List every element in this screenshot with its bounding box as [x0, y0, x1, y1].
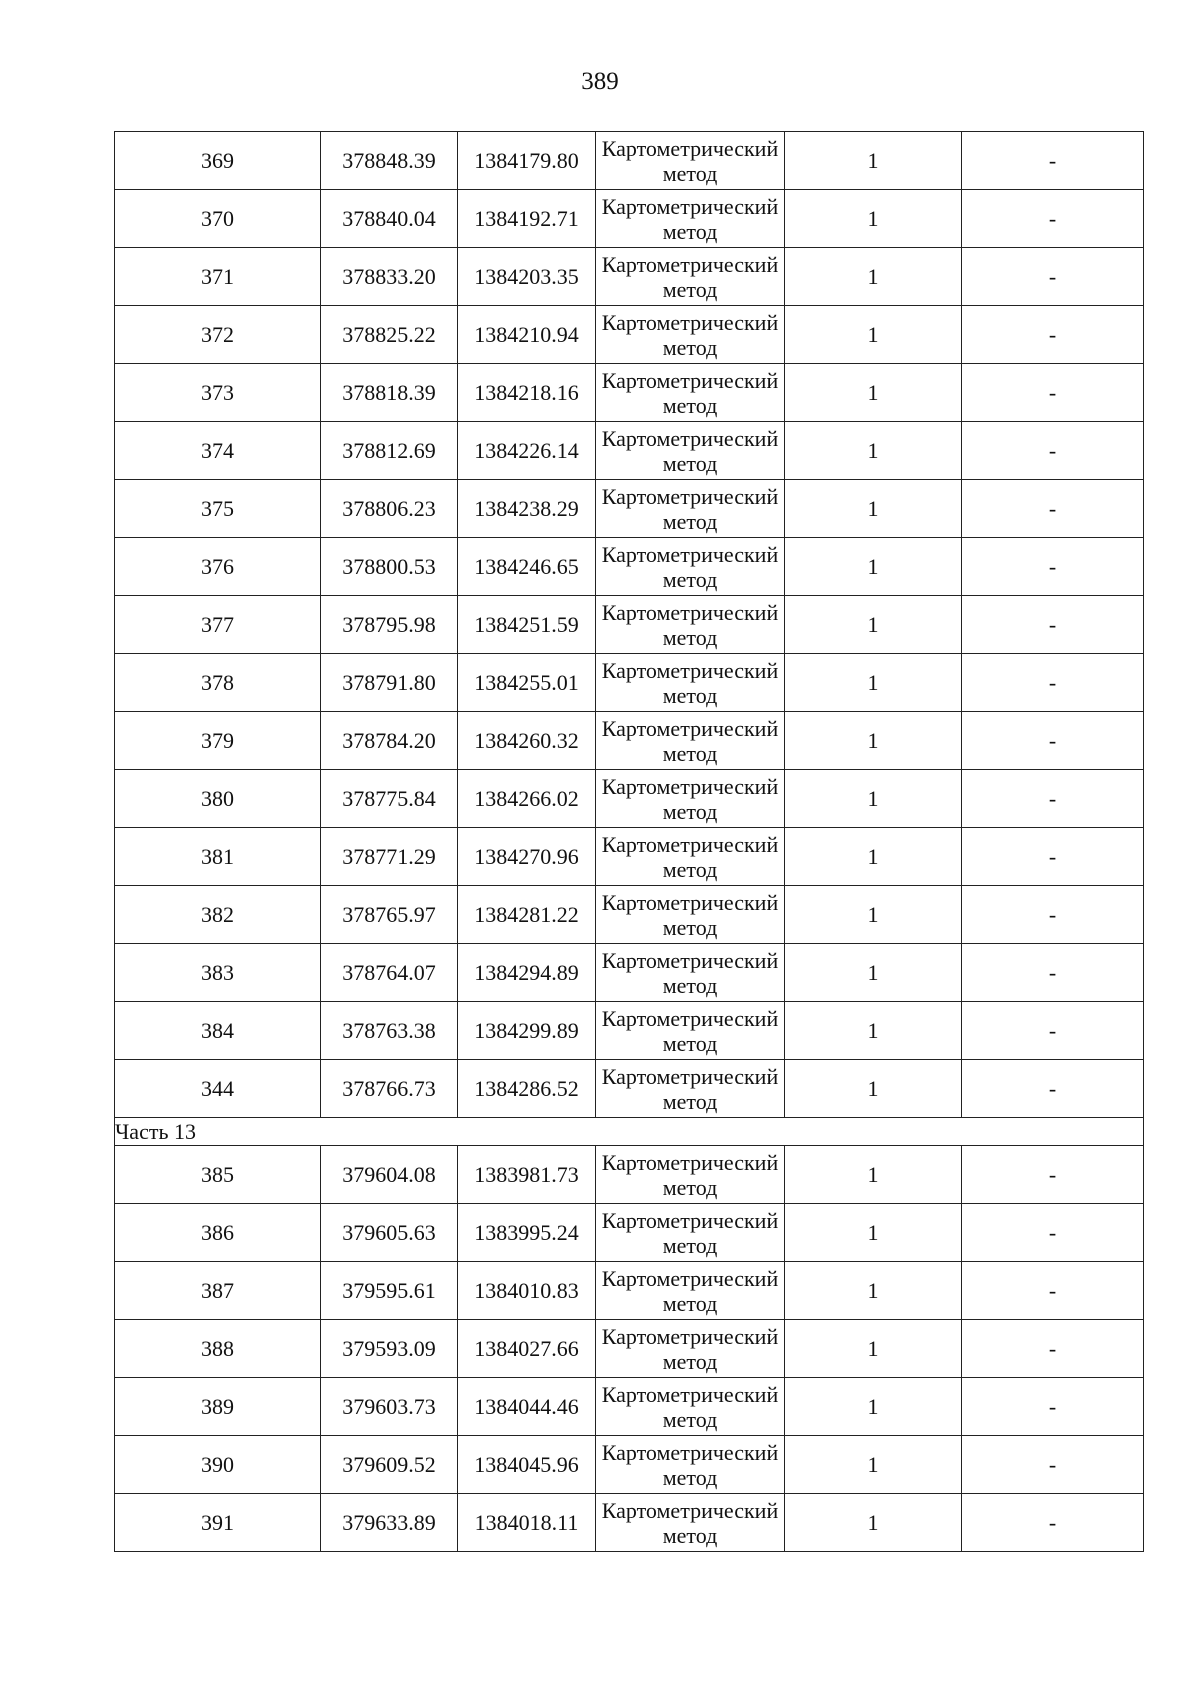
table-row [115, 1320, 1144, 1378]
cell-y: 1384251.59 [458, 596, 596, 654]
cell-point: 369 [115, 132, 321, 190]
cell-point: 391 [115, 1494, 321, 1552]
cell-x: 379604.08 [321, 1146, 458, 1204]
cell-note: - [962, 1320, 1144, 1378]
cell-point: 373 [115, 364, 321, 422]
cell-note: - [962, 596, 1144, 654]
table-row [115, 944, 1144, 1002]
cell-note: - [962, 944, 1144, 1002]
cell-note: - [962, 886, 1144, 944]
cell-method: Картометрический метод [596, 1320, 785, 1378]
cell-point: 375 [115, 480, 321, 538]
cell-x: 378771.29 [321, 828, 458, 886]
table-row [115, 596, 1144, 654]
cell-point: 372 [115, 306, 321, 364]
cell-note: - [962, 1204, 1144, 1262]
table-row [115, 538, 1144, 596]
section-title: Часть 13 [115, 1118, 1144, 1146]
cell-x: 378840.04 [321, 190, 458, 248]
table-body [115, 132, 1144, 1552]
page-number: 389 [581, 68, 619, 95]
cell-method: Картометрический метод [596, 596, 785, 654]
table-row [115, 654, 1144, 712]
table-row [115, 770, 1144, 828]
coordinates-table [114, 131, 1144, 1552]
cell-method: Картометрический метод [596, 1378, 785, 1436]
cell-point: 376 [115, 538, 321, 596]
cell-method: Картометрический метод [596, 1146, 785, 1204]
cell-method: Картометрический метод [596, 828, 785, 886]
table-row [115, 1060, 1144, 1118]
cell-method: Картометрический метод [596, 190, 785, 248]
cell-accuracy: 1 [785, 1262, 962, 1320]
cell-point: 370 [115, 190, 321, 248]
cell-y: 1383981.73 [458, 1146, 596, 1204]
cell-accuracy: 1 [785, 1320, 962, 1378]
cell-method: Картометрический метод [596, 1204, 785, 1262]
cell-method: Картометрический метод [596, 712, 785, 770]
cell-method: Картометрический метод [596, 1436, 785, 1494]
cell-note: - [962, 1494, 1144, 1552]
cell-x: 378806.23 [321, 480, 458, 538]
cell-y: 1384179.80 [458, 132, 596, 190]
section-header-row [115, 1118, 1144, 1146]
cell-method: Картометрический метод [596, 944, 785, 1002]
cell-y: 1384203.35 [458, 248, 596, 306]
cell-accuracy: 1 [785, 654, 962, 712]
table-row [115, 1262, 1144, 1320]
cell-accuracy: 1 [785, 712, 962, 770]
cell-point: 383 [115, 944, 321, 1002]
cell-method: Картометрический метод [596, 538, 785, 596]
cell-method: Картометрический метод [596, 422, 785, 480]
cell-accuracy: 1 [785, 1494, 962, 1552]
cell-point: 388 [115, 1320, 321, 1378]
cell-note: - [962, 480, 1144, 538]
cell-method: Картометрический метод [596, 480, 785, 538]
cell-point: 377 [115, 596, 321, 654]
cell-point: 380 [115, 770, 321, 828]
cell-x: 378766.73 [321, 1060, 458, 1118]
cell-y: 1384045.96 [458, 1436, 596, 1494]
cell-point: 381 [115, 828, 321, 886]
cell-accuracy: 1 [785, 306, 962, 364]
table-row [115, 364, 1144, 422]
cell-method: Картометрический метод [596, 1262, 785, 1320]
cell-x: 378784.20 [321, 712, 458, 770]
table-row [115, 828, 1144, 886]
table-row [115, 1002, 1144, 1060]
cell-method: Картометрический метод [596, 770, 785, 828]
cell-point: 387 [115, 1262, 321, 1320]
cell-point: 384 [115, 1002, 321, 1060]
table-row [115, 132, 1144, 190]
cell-point: 385 [115, 1146, 321, 1204]
cell-note: - [962, 828, 1144, 886]
cell-method: Картометрический метод [596, 306, 785, 364]
cell-x: 379593.09 [321, 1320, 458, 1378]
cell-note: - [962, 190, 1144, 248]
cell-y: 1384010.83 [458, 1262, 596, 1320]
cell-y: 1384260.32 [458, 712, 596, 770]
cell-note: - [962, 1146, 1144, 1204]
cell-y: 1383995.24 [458, 1204, 596, 1262]
cell-method: Картометрический метод [596, 1002, 785, 1060]
cell-method: Картометрический метод [596, 1494, 785, 1552]
cell-y: 1384210.94 [458, 306, 596, 364]
table-row [115, 1204, 1144, 1262]
cell-y: 1384286.52 [458, 1060, 596, 1118]
cell-point: 374 [115, 422, 321, 480]
cell-point: 371 [115, 248, 321, 306]
cell-accuracy: 1 [785, 132, 962, 190]
cell-note: - [962, 1060, 1144, 1118]
table-row [115, 1494, 1144, 1552]
cell-y: 1384266.02 [458, 770, 596, 828]
table-row [115, 248, 1144, 306]
cell-accuracy: 1 [785, 1060, 962, 1118]
cell-accuracy: 1 [785, 248, 962, 306]
cell-x: 378833.20 [321, 248, 458, 306]
cell-y: 1384281.22 [458, 886, 596, 944]
cell-note: - [962, 1436, 1144, 1494]
cell-note: - [962, 654, 1144, 712]
cell-y: 1384226.14 [458, 422, 596, 480]
cell-accuracy: 1 [785, 770, 962, 828]
cell-x: 378800.53 [321, 538, 458, 596]
cell-method: Картометрический метод [596, 1060, 785, 1118]
table-row [115, 1436, 1144, 1494]
table-row [115, 712, 1144, 770]
cell-accuracy: 1 [785, 1378, 962, 1436]
cell-method: Картометрический метод [596, 248, 785, 306]
cell-accuracy: 1 [785, 422, 962, 480]
cell-x: 378764.07 [321, 944, 458, 1002]
cell-x: 378775.84 [321, 770, 458, 828]
cell-point: 390 [115, 1436, 321, 1494]
table-row [115, 1378, 1144, 1436]
cell-x: 378825.22 [321, 306, 458, 364]
cell-accuracy: 1 [785, 1204, 962, 1262]
cell-accuracy: 1 [785, 828, 962, 886]
cell-accuracy: 1 [785, 596, 962, 654]
cell-x: 378765.97 [321, 886, 458, 944]
cell-accuracy: 1 [785, 1436, 962, 1494]
cell-point: 378 [115, 654, 321, 712]
cell-x: 379603.73 [321, 1378, 458, 1436]
cell-y: 1384299.89 [458, 1002, 596, 1060]
cell-y: 1384218.16 [458, 364, 596, 422]
cell-accuracy: 1 [785, 1002, 962, 1060]
cell-note: - [962, 770, 1144, 828]
cell-y: 1384192.71 [458, 190, 596, 248]
table-row [115, 886, 1144, 944]
cell-x: 378791.80 [321, 654, 458, 712]
table-row [115, 1146, 1144, 1204]
cell-method: Картометрический метод [596, 364, 785, 422]
cell-method: Картометрический метод [596, 886, 785, 944]
cell-note: - [962, 712, 1144, 770]
cell-note: - [962, 132, 1144, 190]
cell-note: - [962, 364, 1144, 422]
table-row [115, 480, 1144, 538]
table-row [115, 306, 1144, 364]
cell-method: Картометрический метод [596, 132, 785, 190]
cell-point: 382 [115, 886, 321, 944]
cell-point: 386 [115, 1204, 321, 1262]
cell-note: - [962, 1378, 1144, 1436]
cell-method: Картометрический метод [596, 654, 785, 712]
cell-accuracy: 1 [785, 538, 962, 596]
cell-point: 389 [115, 1378, 321, 1436]
cell-accuracy: 1 [785, 1146, 962, 1204]
cell-accuracy: 1 [785, 886, 962, 944]
cell-accuracy: 1 [785, 190, 962, 248]
cell-point: 379 [115, 712, 321, 770]
cell-x: 379595.61 [321, 1262, 458, 1320]
cell-accuracy: 1 [785, 364, 962, 422]
cell-y: 1384044.46 [458, 1378, 596, 1436]
cell-y: 1384270.96 [458, 828, 596, 886]
cell-point: 344 [115, 1060, 321, 1118]
cell-note: - [962, 248, 1144, 306]
cell-x: 378818.39 [321, 364, 458, 422]
cell-y: 1384255.01 [458, 654, 596, 712]
cell-x: 379605.63 [321, 1204, 458, 1262]
cell-note: - [962, 306, 1144, 364]
cell-y: 1384238.29 [458, 480, 596, 538]
cell-y: 1384018.11 [458, 1494, 596, 1552]
cell-y: 1384027.66 [458, 1320, 596, 1378]
cell-x: 379633.89 [321, 1494, 458, 1552]
cell-x: 378848.39 [321, 132, 458, 190]
cell-x: 379609.52 [321, 1436, 458, 1494]
table-row [115, 190, 1144, 248]
table-row [115, 422, 1144, 480]
cell-y: 1384294.89 [458, 944, 596, 1002]
cell-note: - [962, 1002, 1144, 1060]
cell-x: 378763.38 [321, 1002, 458, 1060]
cell-note: - [962, 1262, 1144, 1320]
cell-x: 378812.69 [321, 422, 458, 480]
cell-note: - [962, 422, 1144, 480]
cell-accuracy: 1 [785, 944, 962, 1002]
cell-y: 1384246.65 [458, 538, 596, 596]
cell-note: - [962, 538, 1144, 596]
cell-accuracy: 1 [785, 480, 962, 538]
cell-x: 378795.98 [321, 596, 458, 654]
